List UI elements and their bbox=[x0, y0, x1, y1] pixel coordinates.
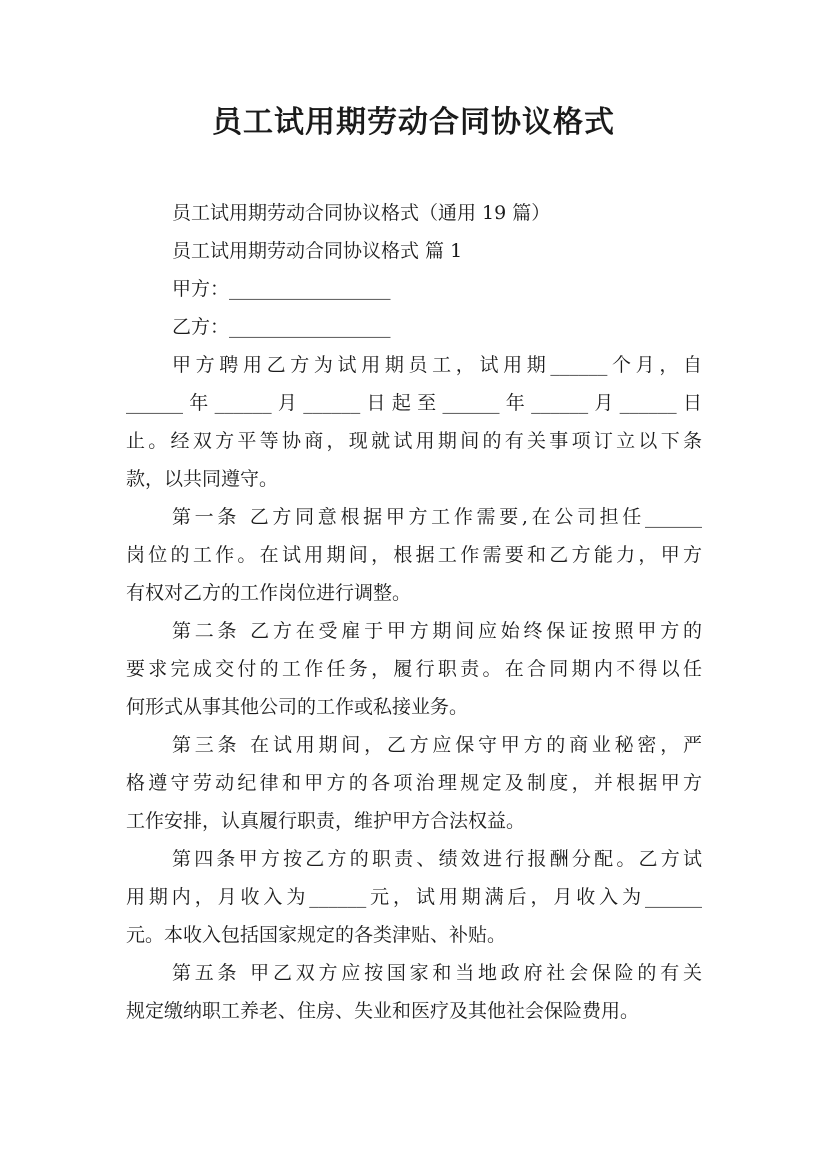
section-heading: 员工试用期劳动合同协议格式 篇 1 bbox=[172, 240, 463, 262]
paragraph-line: 第五条 甲乙双方应按国家和当地政府社会保险的有关 bbox=[172, 962, 702, 984]
paragraph-line: 第一条 乙方同意根据甲方工作需要,在公司担任______ bbox=[172, 506, 702, 528]
paragraph-line: 甲方聘用乙方为试用期员工，试用期______个月，自 bbox=[172, 354, 702, 376]
paragraph-line: 有权对乙方的工作岗位进行调整。 bbox=[126, 582, 412, 604]
document-body bbox=[126, 194, 702, 1030]
paragraph-line: 款，以共同遵守。 bbox=[126, 468, 279, 490]
paragraph-line: 何形式从事其他公司的工作或私接业务。 bbox=[126, 696, 469, 718]
party-a-line: 甲方：_________________ bbox=[172, 278, 391, 300]
paragraph-line: 第三条 在试用期间，乙方应保守甲方的商业秘密，严 bbox=[172, 734, 702, 756]
paragraph-line: 格遵守劳动纪律和甲方的各项治理规定及制度，并根据甲方 bbox=[126, 772, 702, 794]
paragraph-line: 要求完成交付的工作任务，履行职责。在合同期内不得以任 bbox=[126, 658, 702, 680]
paragraph-line: 工作安排，认真履行职责，维护甲方合法权益。 bbox=[126, 810, 526, 832]
paragraph-line: 止。经双方平等协商，现就试用期间的有关事项订立以下条 bbox=[126, 430, 702, 452]
paragraph-line: 规定缴纳职工养老、住房、失业和医疗及其他社会保险费用。 bbox=[126, 1000, 640, 1022]
paragraph-line: 第四条甲方按乙方的职责、绩效进行报酬分配。乙方试 bbox=[172, 848, 702, 870]
paragraph-line: ______年______月______日起至______年______月______日 bbox=[126, 392, 702, 414]
intro-line: 员工试用期劳动合同协议格式（通用 19 篇） bbox=[172, 202, 551, 224]
document-title: 员工试用期劳动合同协议格式 bbox=[212, 105, 615, 140]
paragraph-line: 岗位的工作。在试用期间，根据工作需要和乙方能力，甲方 bbox=[126, 544, 702, 566]
paragraph-line: 第二条 乙方在受雇于甲方期间应始终保证按照甲方的 bbox=[172, 620, 702, 642]
paragraph-line: 元。本收入包括国家规定的各类津贴、补贴。 bbox=[126, 924, 507, 946]
paragraph-line: 用期内，月收入为______元，试用期满后，月收入为______ bbox=[126, 886, 702, 908]
party-b-line: 乙方：_________________ bbox=[172, 316, 391, 338]
